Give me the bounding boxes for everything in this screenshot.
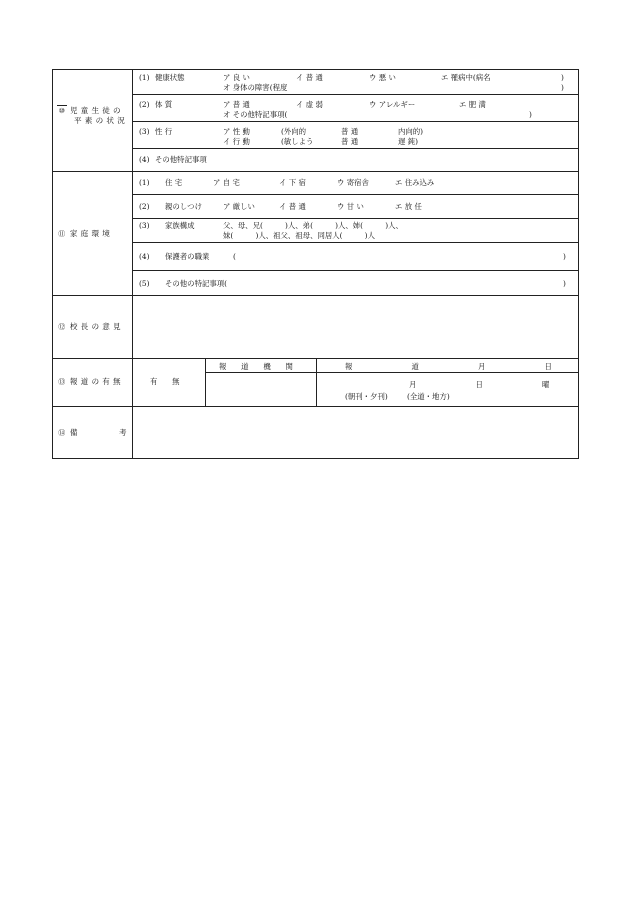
occupation-num: (4) [139,252,150,261]
housing-title: 住 宅 [165,178,183,187]
discipline-option-e: エ 放 任 [395,202,422,211]
health-num: (1) [139,73,150,82]
body-option-e: エ 肥 満 [459,100,486,109]
label-column-divider [132,70,133,458]
row-divider [132,242,578,243]
housing-option-u: ウ 寄宿舎 [337,178,369,187]
composition-line-2: 妹( )人、祖父、祖母、同居人( )人 [223,231,375,240]
section-divider-13-14 [53,406,578,407]
row-divider [132,218,578,219]
body-num: (2) [139,100,150,109]
family-other-close: ) [563,279,566,288]
status-other-num: (4) [139,155,150,164]
health-option-u: ウ 悪 い [369,73,396,82]
row-divider [132,148,578,149]
body-title: 体 質 [155,100,173,109]
section-10-label: ⑩ 児 童 生 徒 の [58,106,122,115]
character-a-scale-end: 内向的) [398,127,424,136]
character-title: 性 行 [155,127,173,136]
family-other-title: その他の特記事項( [165,279,228,288]
section-13-label: ⑬ 報 道 の 有 無 [58,377,122,386]
body-option-a: ア 普 通 [223,100,250,109]
press-col-divider [205,358,206,406]
character-num: (3) [139,127,150,136]
section-divider-10-11 [53,171,578,172]
press-edition: (朝刊・夕刊) [345,392,388,401]
health-option-i: イ 普 通 [296,73,323,82]
status-other-title: その他特記事項 [155,155,207,164]
body-option-u: ウ アレルギー [369,100,416,109]
housing-option-e: エ 住み込み [395,178,435,187]
discipline-option-a: ア 厳しい [223,202,255,211]
section-10-label-line2: 平 素 の 状 況 [74,116,126,125]
section-14-label: ⑭ 備 [58,428,78,437]
body-option-i: イ 虚 弱 [296,100,323,109]
press-agency-header: 報 道 機 関 [219,362,293,371]
press-scope: (全道・地方) [407,392,450,401]
press-presence: 有 無 [150,377,180,386]
health-option-a: ア 良 い [223,73,250,82]
family-other-num: (5) [139,279,150,288]
section-12-label: ⑫ 校 長 の 意 見 [58,322,122,331]
section-14-label-end: 考 [119,428,127,437]
health-option-e: エ 罹病中(病名 [441,73,491,82]
health-title: 健康状態 [155,73,185,82]
character-option-i: イ 行 動 [223,137,250,146]
composition-num: (3) [139,221,150,230]
section-10-number-overline [57,105,67,106]
section-11-label: ⑪ 家 庭 環 境 [58,229,111,238]
body-option-o: オ その他特記事項( [223,110,288,119]
press-header-divider [205,372,578,373]
discipline-option-u: ウ 甘 い [337,202,364,211]
character-i-scale-end: 遅 鈍) [398,137,419,146]
discipline-title: 親のしつけ [165,202,202,211]
housing-option-i: イ 下 宿 [279,178,306,187]
occupation-close: ) [563,252,566,261]
character-i-scale-mid: 普 通 [341,137,359,146]
discipline-num: (2) [139,202,150,211]
character-i-scale-start: (敏しよう [281,137,314,146]
body-close: ) [529,110,532,119]
press-date-row: 月 日 曜 [409,380,550,389]
character-option-a: ア 性 動 [223,127,250,136]
discipline-option-i: イ 普 通 [279,202,306,211]
composition-title: 家族構成 [165,221,195,230]
health-close-1: ) [561,73,564,82]
housing-num: (1) [139,178,150,187]
occupation-open: ( [233,252,236,261]
row-divider [132,121,578,122]
row-divider [132,94,578,95]
row-divider [132,194,578,195]
section-divider-11-12 [53,295,578,296]
character-a-scale-mid: 普 通 [341,127,359,136]
health-close-2: ) [561,83,564,92]
character-a-scale-start: (外向的 [281,127,307,136]
report-form [52,69,579,459]
composition-line-1: 父、母、兄( )人、弟( )人、姉( )人、 [223,221,403,230]
press-col-divider [316,358,317,406]
housing-option-a: ア 自 宅 [213,178,240,187]
press-date-header: 報 道 月 日 [345,362,552,371]
health-option-o: オ 身体の障害(程度 [223,83,288,92]
occupation-title: 保護者の職業 [165,252,210,261]
row-divider [132,270,578,271]
